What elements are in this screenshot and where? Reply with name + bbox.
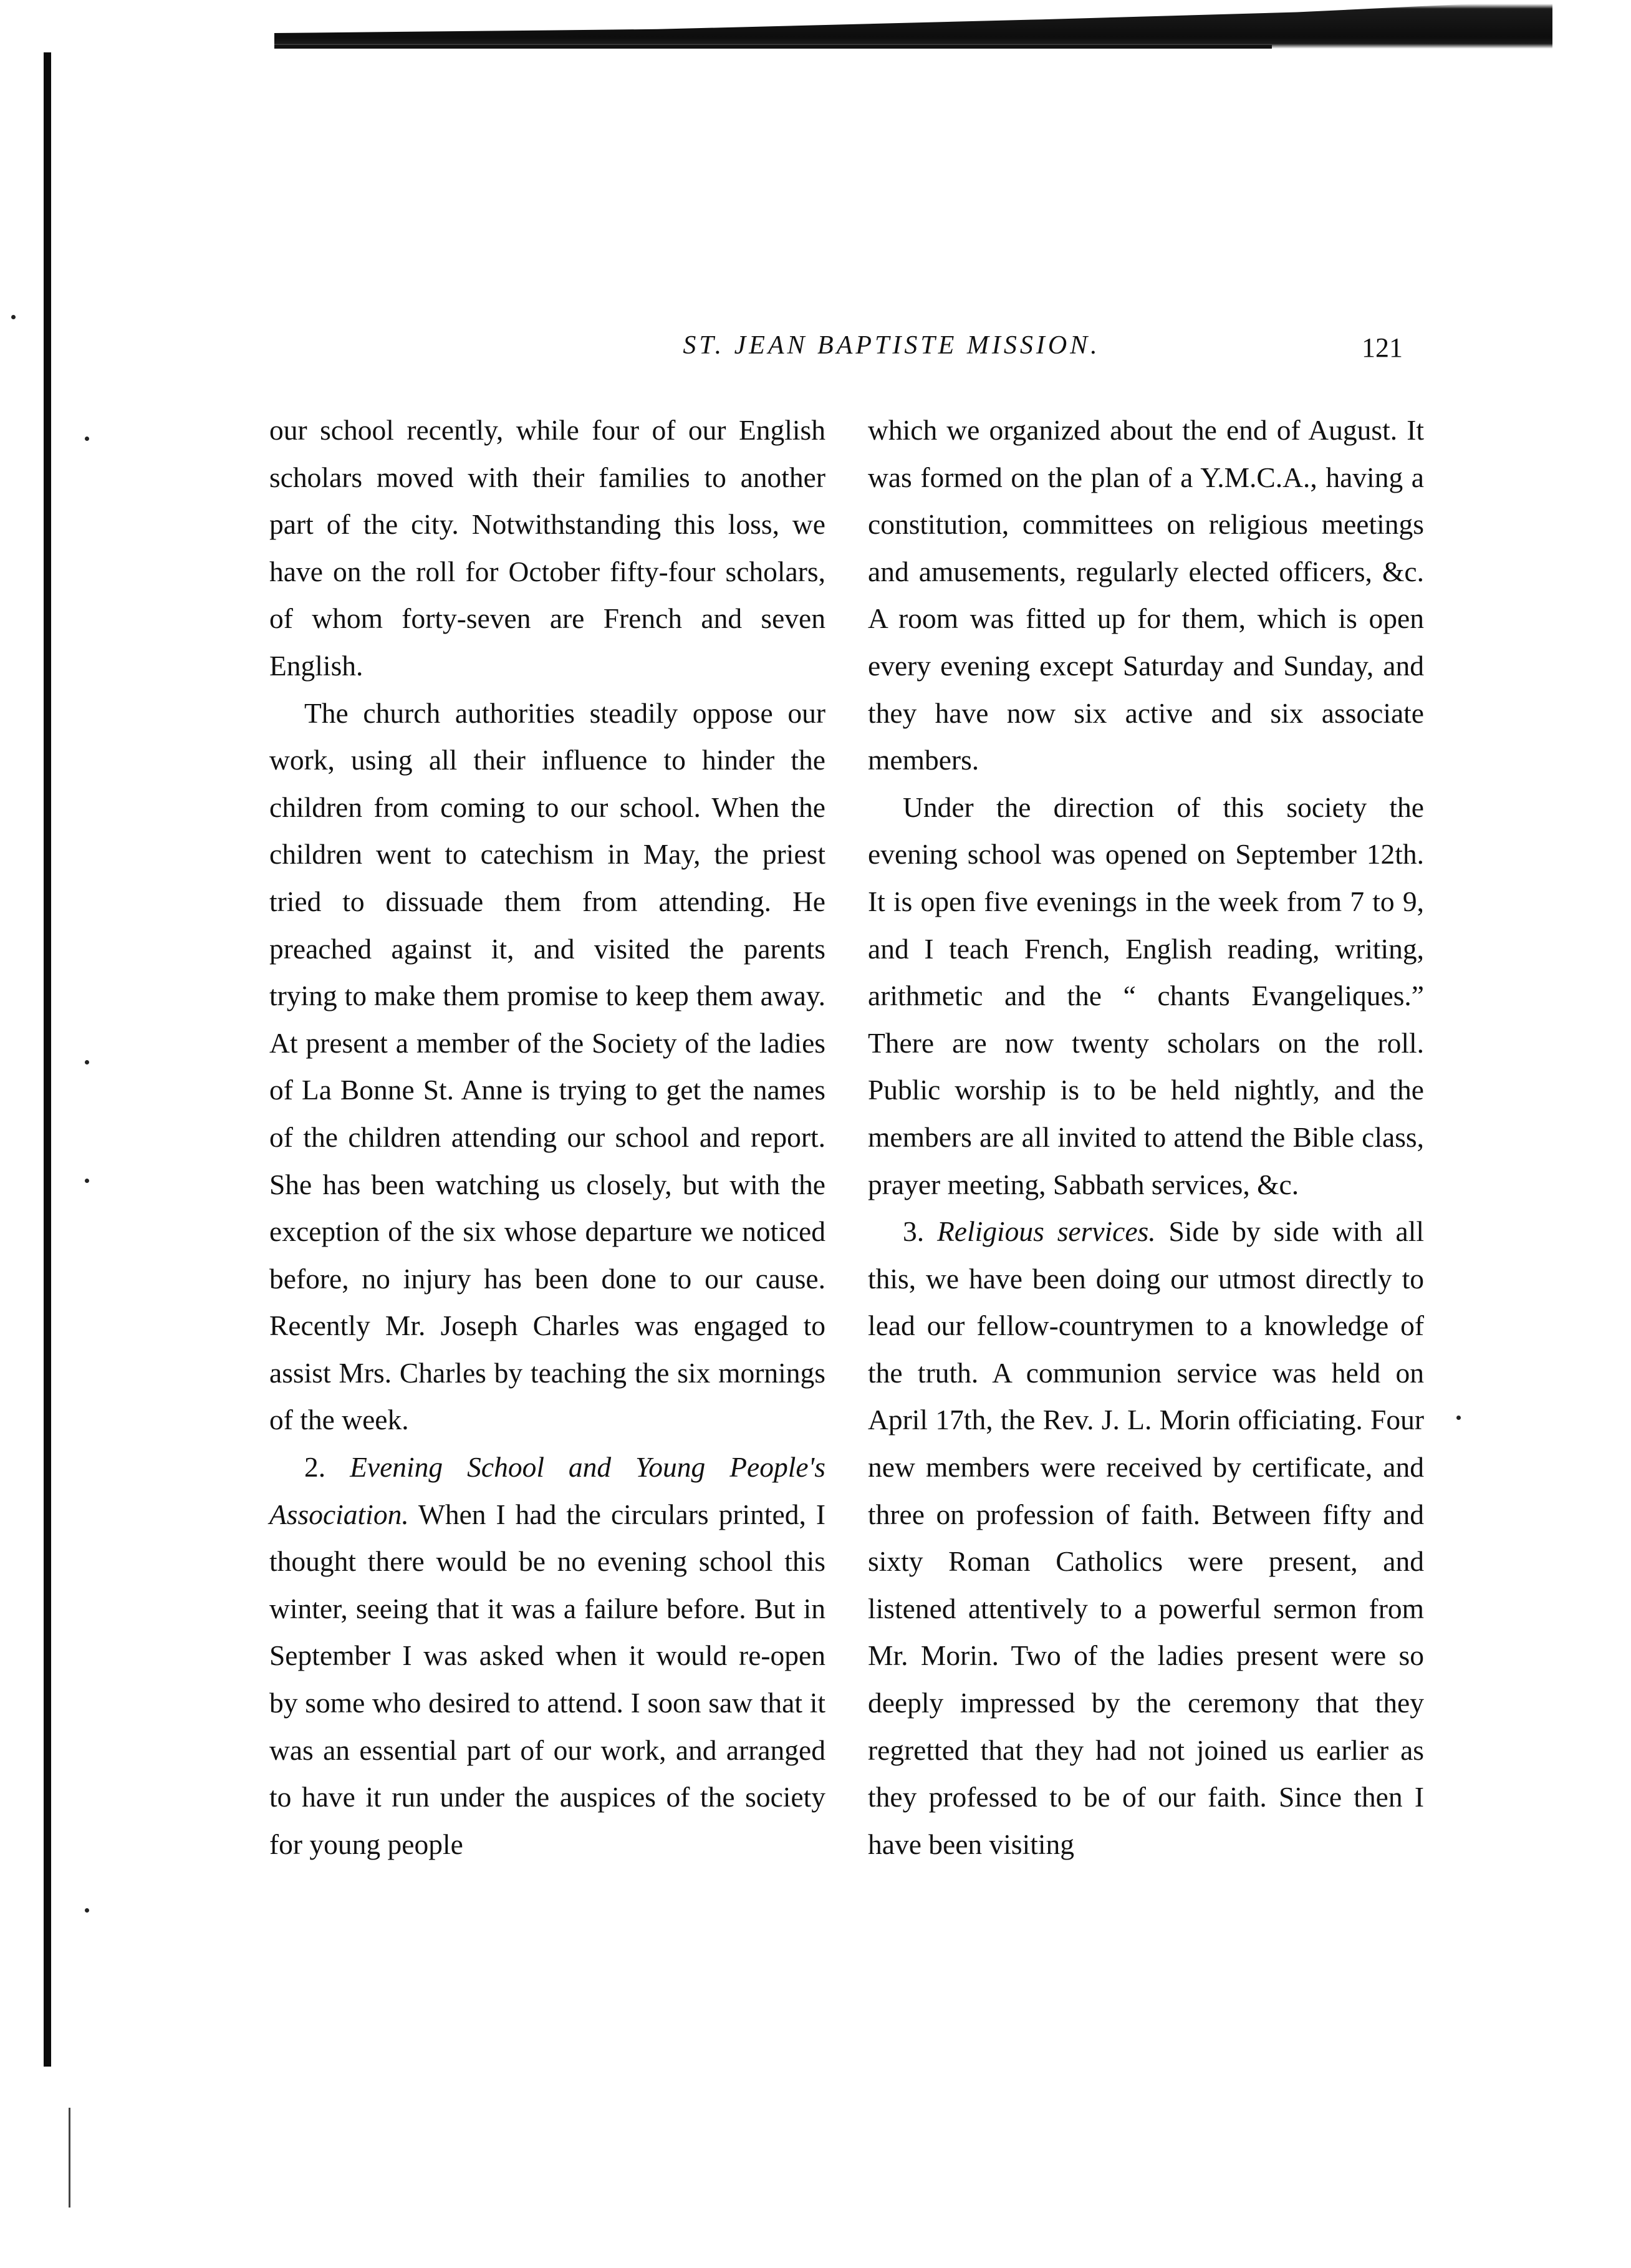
- scan-edge-line: [274, 45, 1272, 49]
- binding-edge-lower: [69, 2108, 70, 2208]
- paragraph: The church authorities steadily oppose our work, using all their influence to hinder the children from coming to our school. When the children went to catechism in May, the priest tried to dissuade them from attending. He preached against it, and visited the parents trying to make them promise to keep them away. At present a member of the Society of the ladies of La Bonne St. Anne is trying to get the names of the children attending our school and report. She has been watching us closely, but with the exception of the six whose departure we noticed before, no injury has been done to our cause. Recently Mr. Joseph Charles was engaged to assist Mrs. Charles by teaching the six mornings of the week.: [269, 697, 825, 1436]
- section-number: 3.: [903, 1215, 925, 1248]
- section-paragraph: [269, 1444, 825, 1868]
- section-number: 2.: [304, 1451, 326, 1484]
- right-column: [868, 407, 1424, 2215]
- page-number: 121: [1362, 332, 1403, 363]
- running-head: ST. JEAN BAPTISTE MISSION.: [683, 331, 1100, 360]
- scan-speck: [11, 315, 16, 319]
- paragraph: which we organized about the end of August. It was formed on the plan of a Y.M.C.A., having a constitution, committees on religious meetings and amusements, regularly elected officers, &c. A room was fitted up for them, which is open every evening except Saturday and Sunday, and they have now six active and six associate members.: [868, 414, 1424, 776]
- section-text: When I had the circulars printed, I thought there would be no evening school this winter, seeing that it was a failure before. But in September I was asked when it would re-open by some who desired to attend. I soon saw that it was an essential part of our work, and arranged to have it run under the auspices of the society for young people: [269, 1498, 825, 1860]
- section-heading: Religious services.: [936, 1215, 1156, 1248]
- scan-speck: [85, 1179, 89, 1183]
- scan-speck: [1456, 1416, 1461, 1420]
- scan-speck: [85, 437, 89, 441]
- left-column: [269, 407, 825, 2215]
- section-paragraph: [868, 1208, 1424, 1868]
- paragraph: our school recently, while four of our English scholars moved with their families to another part of the city. Notwithstanding this loss, we have on the roll for October fifty-four scholars, of whom forty-seven are French and seven English.: [269, 414, 825, 682]
- binding-edge: [44, 52, 51, 2067]
- section-heading: Evening School and Young People's Association.: [269, 1451, 825, 1530]
- paragraph: Under the direction of this society the evening school was opened on September 12th. It is open five evenings in the week from 7 to 9, and I teach French, English reading, writing, arithmetic and the “ chants Evangeliques.” There are now twenty scholars on the roll. Public worship is to be held nightly, and the members are all invited to attend the Bible class, prayer meeting, Sabbath services, &c.: [868, 791, 1424, 1200]
- scan-edge-bar: [274, 0, 1552, 49]
- scan-speck: [85, 1060, 89, 1064]
- scan-speck: [85, 1908, 89, 1913]
- section-text: Side by side with all this, we have been doing our utmost directly to lead our fellow-countrymen to a knowledge of the truth. A communion service was held on April 17th, the Rev. J. L. Morin officiating. Four new members were received by certificate, and three on profession of faith. Between fifty and sixty Roman Catholics were present, and listened attentively to a powerful sermon from Mr. Morin. Two of the ladies present were so deeply impressed by the ceremony that they regretted that they had not joined us earlier as they professed to be of our faith. Since then I have been visiting: [868, 1215, 1424, 1860]
